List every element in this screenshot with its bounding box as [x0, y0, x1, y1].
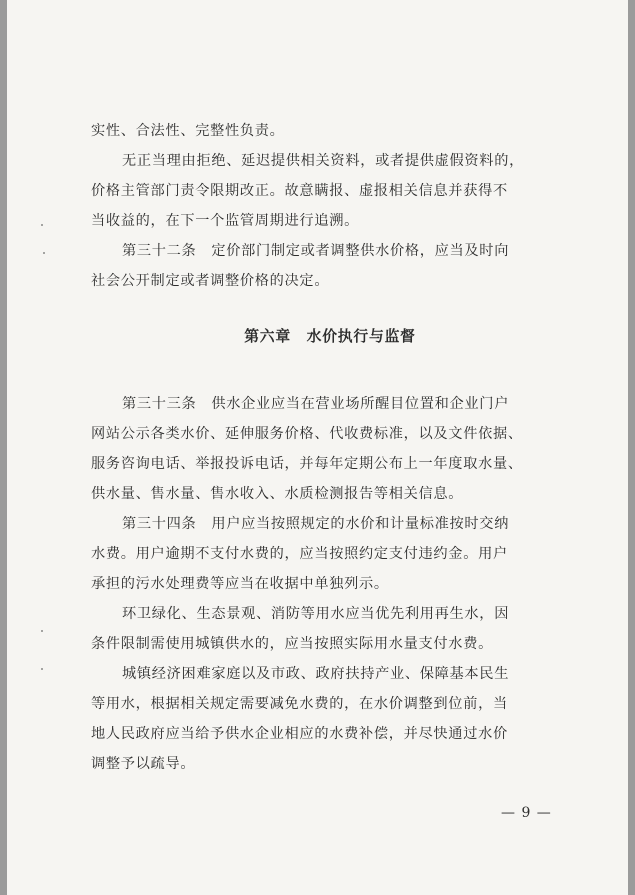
article-34-line: 第三十四条 用户应当按照规定的水价和计量标准按时交纳: [122, 516, 510, 532]
article-34-line: 承担的污水处理费等应当在收据中单独列示。: [91, 576, 389, 592]
paragraph-line: 无正当理由拒绝、延迟提供相关资料，或者提供虚假资料的，: [122, 153, 524, 169]
scan-speck: [41, 668, 43, 670]
article-33-line: 服务咨询电话、举报投诉电话，并每年定期公布上一年度取水量、: [91, 456, 523, 472]
scan-speck: [43, 252, 45, 254]
paragraph-line: 当收益的，在下一个监管周期进行追溯。: [91, 213, 359, 229]
page-number: — 9 —: [501, 805, 552, 821]
paragraph-line: 环卫绿化、生态景观、消防等用水应当优先利用再生水，因: [122, 606, 510, 622]
article-33-line: 供水量、售水量、售水收入、水质检测报告等相关信息。: [91, 486, 464, 502]
scan-speck: [41, 630, 43, 632]
article-32-line: 第三十二条 定价部门制定或者调整供水价格，应当及时向: [122, 243, 510, 259]
article-33-line: 第三十三条 供水企业应当在营业场所醒目位置和企业门户: [122, 396, 510, 412]
article-32-line: 社会公开制定或者调整价格的决定。: [91, 273, 330, 289]
document-body: [91, 116, 561, 779]
article-34-line: 水费。用户逾期不支付水费的，应当按照约定支付违约金。用户: [91, 546, 508, 562]
paragraph-line: 城镇经济困难家庭以及市政、政府扶持产业、保障基本民生: [122, 666, 510, 682]
paragraph-line: 调整予以疏导。: [91, 756, 196, 772]
paragraph-line: 条件限制需使用城镇供水的，应当按照实际用水量支付水费。: [91, 636, 493, 652]
paragraph-line: 地人民政府应当给予供水企业相应的水费补偿，并尽快通过水价: [91, 726, 508, 742]
paragraph-line: 等用水，根据相关规定需要减免水费的，在水价调整到位前，当: [91, 696, 508, 712]
article-33-line: 网站公示各类水价、延伸服务价格、代收费标准，以及文件依据、: [91, 426, 523, 442]
scan-speck: [41, 224, 43, 226]
paragraph-line: 价格主管部门责令限期改正。故意瞒报、虚报相关信息并获得不: [91, 183, 508, 199]
chapter-heading: 第六章 水价执行与监督: [244, 328, 416, 345]
paragraph-line: 实性、合法性、完整性负责。: [91, 123, 285, 139]
